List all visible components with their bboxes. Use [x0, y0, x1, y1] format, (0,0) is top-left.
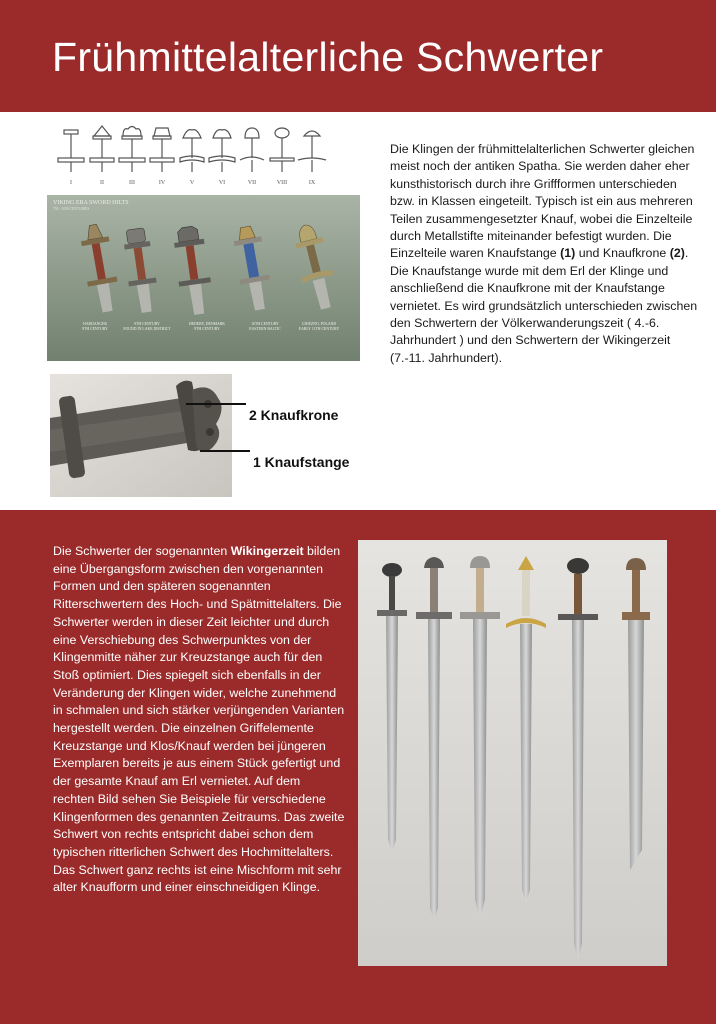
hilt-type-6-icon [209, 130, 235, 172]
hilt-type-label: IX [308, 180, 316, 186]
intro-text: . Die Knaufstange wurde mit dem Erl der Klinge und anschließend die Knaufkrone mit der Knaufstange vernietet. Es wird grundsätzlich unterschieden zwischen den Schwertern der Völkerwanderungszeit ( 4.-6. Jahrhundert ) und den Schwertern der Wikingerzeit (7.-11. Jahrhundert). [390, 246, 698, 365]
ref-knaufkrone: (2) [669, 246, 685, 261]
viking-caption: HEDEBY, DENMARK [188, 322, 226, 326]
hilt-type-label: IV [158, 180, 166, 186]
viking-panel-title: VIKING ERA SWORD HILTS [53, 200, 129, 206]
page-title: Frühmittelalterliche Schwerter [52, 34, 604, 80]
main-text: bilden eine Übergangsform zwischen den vorgenannten Formen und den späteren sogenannten Ritterschwertern des Hoch- und Spätmittelalters. Die Schwerter werden in dieser Zeit leichter und durch eine Verschiebung des Schwerpunktes von der Klingenmitte näher zur Kreuzstange auch für den Stoß optimiert. Dies spiegelt sich ebenfalls in der Veränderung der Klingen wider, welche zunehmend in schmalen und sich stärker verjüngenden Varianten hergestellt werden. Die einzelnen Griffelemente Kreuzstange und Klos/Knauf werden bei jüngeren Exemplaren bereits je aus einem Stück gefertigt und der gesamte Knauf am Erl vernietet. Auf dem rechten Bild sehen Sie Beispiele für verschiedene Klingenformen des genannten Zeitraums. Das zweite Schwert von rechts entspricht dabei schon dem typischen ritterlichen Schwert des Hochmittelalters. Das Schwert ganz rechts ist eine Mischform mit sehr alter Knaufform und einer einschneidigen Klinge. [53, 544, 345, 895]
viking-caption: GNIEZNO, POLAND [301, 322, 337, 326]
viking-panel-subtitle: 750 - 1050 CENTURIES [53, 207, 90, 211]
hilt-type-8-icon [270, 128, 294, 172]
viking-caption: 10TH CENTURY [251, 322, 279, 326]
hilt-type-7-icon [240, 128, 264, 172]
main-paragraph [53, 543, 345, 897]
hilt-type-label: VI [218, 180, 226, 186]
viking-hilts-illustration [47, 195, 360, 361]
viking-caption: 9TH CENTURY [194, 327, 220, 331]
intro-text: Die Klingen der frühmittelalterlichen Schwerter gleichen meist noch der antiken Spatha. Sie werden daher eher kunsthistorisch durch ihre Griffformen unterschieden bzw. in Klassen eingeteilt. Typisch ist ein aus mehreren Teilen zusammengesetzter Knauf, wobei die Einzelteile durch Metallstifte miteinander befestigt wurden. Die Einzelteile waren Knaufstange [390, 142, 695, 261]
hilt-type-label: II [100, 180, 104, 186]
hilt-type-9-icon [298, 131, 326, 172]
viking-caption: 9TH CENTURY [134, 322, 160, 326]
header-band [0, 0, 716, 112]
swords-illustration [358, 540, 667, 966]
main-text: Die Schwerter der sogenannten [53, 544, 231, 558]
hilt-type-3-icon [119, 127, 145, 173]
term-wikingerzeit: Wikingerzeit [230, 544, 304, 558]
hilt-type-1-icon [58, 130, 84, 172]
hilt-type-4-icon [150, 128, 174, 172]
pommel-photo [50, 374, 232, 497]
ref-knaufstange: (1) [560, 246, 576, 261]
viking-caption: HARDANGER [83, 322, 107, 326]
hilt-typology-drawing [52, 124, 362, 190]
hilt-type-label: I [70, 180, 72, 186]
leader-line-krone [186, 403, 246, 405]
viking-caption: FOUND IN LAKE DISTRICT [123, 327, 171, 331]
hilt-type-2-icon [90, 126, 114, 172]
viking-caption: EASTERN BALTIC [249, 327, 281, 331]
viking-caption: 9TH CENTURY [82, 327, 108, 331]
leader-line-stange [200, 450, 250, 452]
hilt-type-label: VIII [276, 180, 288, 186]
hilt-type-label: III [129, 180, 135, 186]
hilt-type-label: V [189, 180, 195, 186]
hilt-type-label: VII [247, 180, 257, 186]
intro-paragraph [390, 141, 700, 367]
label-knaufstange: 1 Knaufstange [253, 454, 350, 470]
hilt-type-5-icon [180, 130, 204, 172]
viking-caption: EARLY 11TH CENTURY [298, 327, 340, 331]
label-knaufkrone: 2 Knaufkrone [249, 407, 339, 423]
intro-text: und Knaufkrone [575, 246, 670, 261]
